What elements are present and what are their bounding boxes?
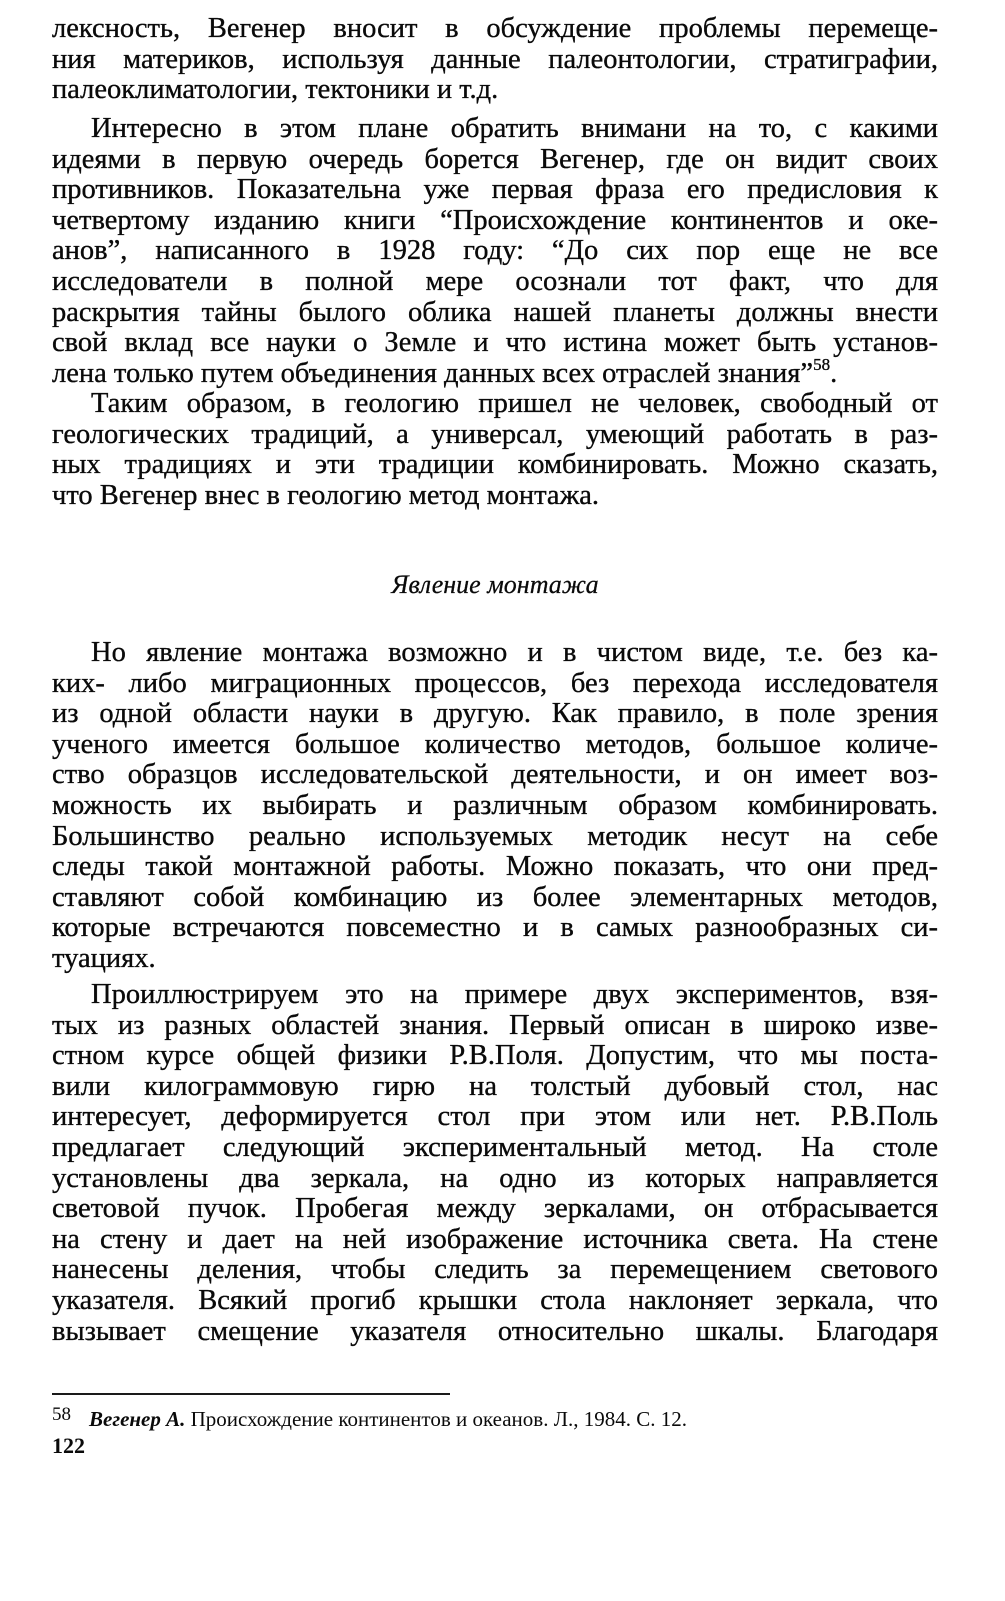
paragraph-5 [52,980,938,1347]
text-line: противников. Показательна уже первая фраза его предисловия к [52,174,938,206]
text-line: ния материков, используя данные палеонтологии, стратиграфии, [52,43,938,75]
text-line: ных традициях и эти традиции комбинировать. Можно сказать, [52,449,938,481]
text-line: интересует, деформируется стол при этом или нет. Р.В.Поль [52,1101,938,1133]
text-line: туациях. [52,942,156,974]
footnote [52,1403,687,1431]
text-line: световой пучок. Пробегая между зеркалами, он отбрасывается [52,1193,938,1225]
text-line: Большинство реально используемых методик несут на себе [52,820,938,852]
text-line: установлены два зеркала, на одно из которых направляется [52,1162,938,1194]
text-line: раскрытия тайны былого облика нашей планеты должны внести [52,296,938,328]
text-line: вызывает смещение указателя относительно шкалы. Благодаря [52,1315,938,1347]
text-line: следы такой монтажной работы. Можно показать, что они пред- [52,851,938,883]
paragraph-4 [52,638,938,975]
text-line: палеоклиматологии, тектоники и т.д. [52,74,499,106]
paragraph-1 [52,14,938,106]
text-line: вили килограммовую гирю на толстый дубовый стол, нас [52,1070,938,1102]
sentence-period: . [830,357,838,389]
text-line: тых из разных областей знания. Первый описан в широко изве- [52,1009,938,1041]
text-line: исследователи в полной мере осознали тот факт, что для [52,265,938,297]
text-line: указателя. Всякий прогиб крышки стола наклоняет зеркала, что [52,1284,938,1316]
text-line: геологических традиций, а универсал, умеющий работать в раз- [52,418,938,450]
footnote-separator [52,1393,450,1395]
paragraph-2 [52,114,938,389]
text-line: четвертому изданию книги “Происхождение континентов и оке- [52,204,938,236]
text-line: свой вклад все науки о Земле и что истина может быть установ- [52,327,938,359]
text-line: ученого имеется большое количество методов, большое количе- [52,728,938,760]
text-line-with-footnote [52,354,938,390]
page-number: 122 [52,1433,85,1458]
footnote-text: Происхождение континентов и океанов. Л., 1984. С. 12. [190,1407,687,1431]
text-line: лексность, Вегенер вносит в обсуждение проблемы перемеще- [52,13,938,44]
text-line: ство образцов исследовательской деятельности, и он имеет воз- [52,759,938,791]
text-line: можность их выбирать и различным образом комбинировать. [52,789,938,821]
footnote-author: Вегенер А. [89,1407,186,1431]
text-line: Но явление монтажа возможно и в чистом виде, т.е. без ка- [91,637,938,668]
text-line: анов”, написанного в 1928 году: “До сих пор еще не все [52,235,938,267]
text-line: ставляют собой комбинацию из более элементарных методов, [52,881,938,913]
text-line: на стену и дает на ней изображение источника света. На стене [52,1223,938,1255]
text-line: нанесены деления, чтобы следить за перемещением светового [52,1254,938,1286]
section-heading: Явление монтажа [391,570,599,599]
text-line: Таким образом, в геологию пришел не человек, свободный от [91,388,938,419]
text-line: Интересно в этом плане обратить внимани на то, с какими [91,113,938,144]
text-line: что Вегенер внес в геологию метод монтажа. [52,479,600,511]
text-line: предлагает следующий экспериментальный метод. На столе [52,1131,938,1163]
text-line: Проиллюстрируем это на примере двух экспериментов, взя- [91,979,938,1010]
paragraph-3 [52,389,938,511]
text-line: идеями в первую очередь борется Вегенер, где он видит своих [52,143,938,175]
text-line: которые встречаются повсеместно и в самых разнообразных си- [52,912,938,944]
footnote-reference: 58 [813,354,831,374]
text-line: из одной области науки в другую. Как правило, в поле зрения [52,698,938,730]
text-line: ких- либо миграционных процессов, без перехода исследователя [52,667,938,699]
footnote-number: 58 [52,1404,71,1425]
text-line: лена только путем объединения данных всех отраслей знания” [52,357,814,389]
text-line: стном курсе общей физики Р.В.Поля. Допустим, что мы поста- [52,1040,938,1072]
